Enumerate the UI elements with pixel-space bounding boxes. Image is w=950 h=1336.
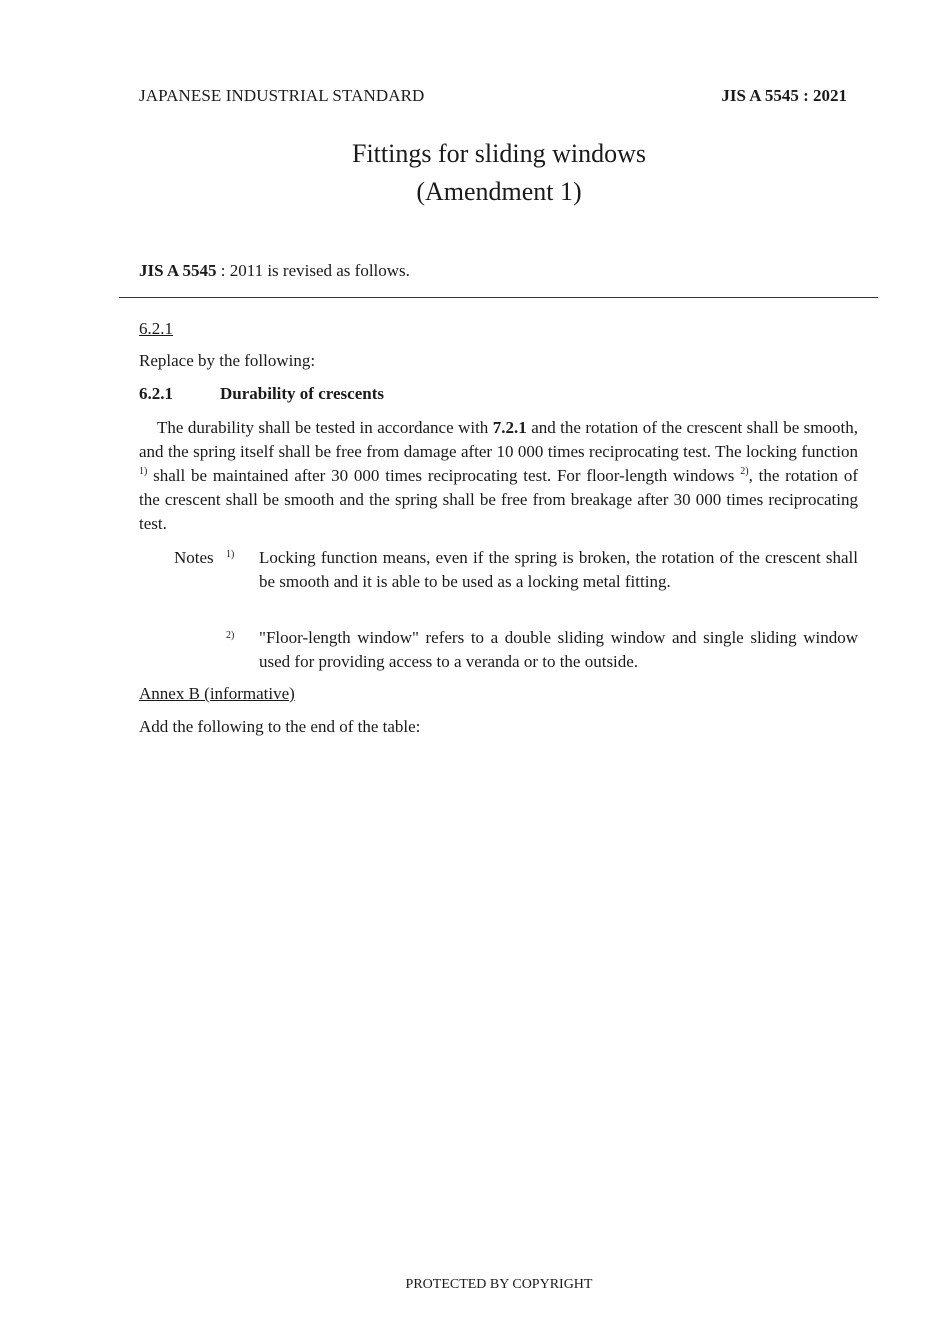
note-mark: 2)	[226, 630, 235, 641]
notes-label: Notes	[174, 548, 214, 567]
note-ref-1: 1)	[139, 466, 148, 477]
clause-heading-number: 6.2.1	[139, 384, 173, 403]
para-text: , the rotation of the crescent shall be smooth and the spring shall be free from breakage after 30 000 times reciprocating test.	[139, 466, 858, 533]
replace-instruction: Replace by the following:	[139, 351, 316, 370]
para-text: The durability shall be tested in accordance with	[157, 418, 493, 437]
copyright-footer: PROTECTED BY COPYRIGHT	[405, 1277, 593, 1292]
para-text: shall be maintained after 30 000 times reciprocating test. For floor-length windows	[147, 466, 741, 485]
note-text: "Floor-length window" refers to a double sliding window and single sliding window used for providing access to a veranda or to the outside.	[259, 628, 858, 671]
clause-ref: 6.2.1	[139, 319, 173, 338]
standard-number: JIS A 5545 : 2021	[721, 86, 847, 105]
annex-instruction: Add the following to the end of the table:	[139, 717, 421, 736]
revision-text: : 2011 is revised as follows.	[216, 261, 410, 280]
revision-statement	[139, 261, 410, 281]
revision-standard: JIS A 5545	[139, 261, 217, 280]
clause-heading	[139, 384, 384, 404]
annex-heading: Annex B (informative)	[139, 684, 295, 703]
clause-heading-title: Durability of crescents	[220, 384, 384, 403]
document-title: Fittings for sliding windows	[352, 139, 646, 168]
amendment-label: (Amendment 1)	[416, 177, 582, 206]
header-left: JAPANESE INDUSTRIAL STANDARD	[139, 86, 425, 105]
clause-paragraph	[139, 416, 858, 536]
para-text: and the rotation of the crescent shall be smooth, and the spring itself shall be free from damage after 10 000 times reciprocating test. The locking function	[139, 418, 858, 461]
clause-cross-ref: 7.2.1	[492, 418, 527, 437]
divider	[119, 297, 878, 298]
note-ref-2: 2)	[740, 466, 749, 477]
note-mark: 1)	[226, 549, 235, 560]
note-text: Locking function means, even if the spring is broken, the rotation of the crescent shall be smooth and it is able to be used as a locking metal fitting.	[259, 548, 858, 591]
